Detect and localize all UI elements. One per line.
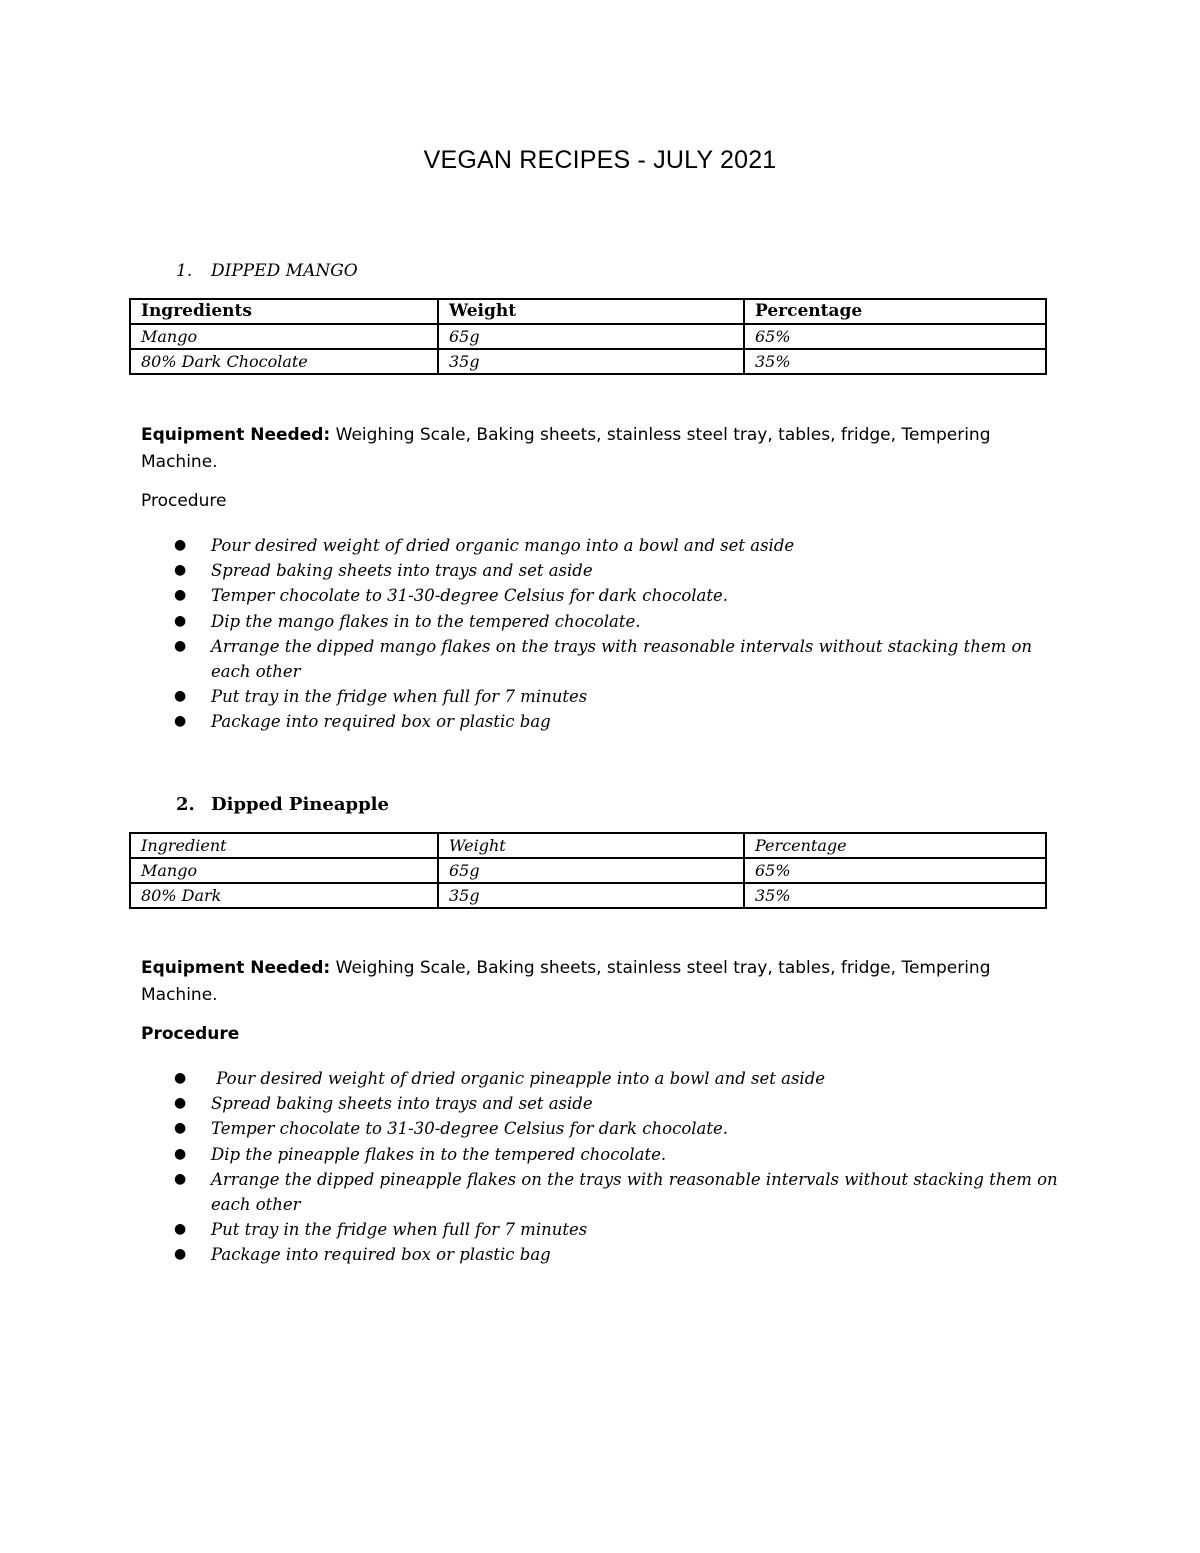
equipment-text: Weighing Scale, Baking sheets, stainless steel tray, tables, fridge, Tempering Machine. bbox=[141, 425, 991, 472]
list-item bbox=[171, 1217, 1061, 1242]
step-text: Arrange the dipped mango flakes on the trays with reasonable intervals without stacking them on each other bbox=[211, 636, 1033, 682]
recipe-heading-2 bbox=[176, 794, 389, 815]
procedure-label-1: Procedure bbox=[141, 491, 227, 511]
recipe-name: Dipped Pineapple bbox=[211, 794, 389, 815]
step-text: Spread baking sheets into trays and set aside bbox=[211, 561, 593, 581]
table-cell: Mango bbox=[130, 858, 438, 883]
bullet-icon: ● bbox=[174, 688, 187, 705]
equipment-label: Equipment Needed: bbox=[141, 425, 331, 445]
bullet-icon: ● bbox=[174, 587, 187, 604]
table-cell: 35g bbox=[438, 883, 744, 908]
bullet-icon: ● bbox=[174, 1221, 187, 1238]
table-cell: 35g bbox=[438, 349, 744, 374]
list-item bbox=[171, 684, 1061, 709]
list-item bbox=[171, 1066, 1061, 1091]
table-header-cell: Ingredients bbox=[130, 299, 438, 324]
table-row bbox=[130, 883, 1046, 908]
table-cell: 35% bbox=[744, 883, 1046, 908]
step-text: Arrange the dipped pineapple flakes on the trays with reasonable intervals without stacking them on each other bbox=[211, 1169, 1058, 1215]
table-cell: Mango bbox=[130, 324, 438, 349]
bullet-icon: ● bbox=[174, 612, 187, 629]
bullet-icon: ● bbox=[174, 713, 187, 730]
table-header-row bbox=[130, 299, 1046, 324]
step-text: Dip the mango flakes in to the tempered chocolate. bbox=[211, 611, 641, 631]
table-header-cell: Weight bbox=[438, 833, 744, 858]
bullet-icon: ● bbox=[174, 637, 187, 654]
ingredients-table-1 bbox=[129, 298, 1047, 375]
table-header-cell: Percentage bbox=[744, 833, 1046, 858]
step-text: Put tray in the fridge when full for 7 minutes bbox=[211, 1220, 588, 1240]
bullet-icon: ● bbox=[174, 537, 187, 553]
bullet-icon: ● bbox=[174, 1095, 187, 1112]
list-item bbox=[171, 583, 1061, 608]
recipe-heading-1 bbox=[176, 261, 358, 281]
table-row bbox=[130, 324, 1046, 349]
step-text: Spread baking sheets into trays and set aside bbox=[211, 1094, 593, 1114]
list-item bbox=[171, 1242, 1061, 1267]
table-cell: 65g bbox=[438, 858, 744, 883]
table-cell: 80% Dark Chocolate bbox=[130, 349, 438, 374]
equipment-label: Equipment Needed: bbox=[141, 958, 331, 978]
list-item bbox=[171, 634, 1061, 684]
step-text: Package into required box or plastic bag bbox=[211, 712, 551, 732]
table-cell: 65% bbox=[744, 324, 1046, 349]
table-cell: 65% bbox=[744, 858, 1046, 883]
table-header-row bbox=[130, 833, 1046, 858]
list-item bbox=[171, 558, 1061, 583]
step-text: Dip the pineapple flakes in to the tempered chocolate. bbox=[211, 1144, 667, 1164]
procedure-list-2 bbox=[171, 1066, 1061, 1268]
bullet-icon: ● bbox=[174, 1070, 187, 1086]
procedure-list-1 bbox=[171, 533, 1061, 735]
document-title: VEGAN RECIPES - JULY 2021 bbox=[423, 146, 777, 174]
table-header-cell: Weight bbox=[438, 299, 744, 324]
step-text: Put tray in the fridge when full for 7 minutes bbox=[211, 687, 588, 707]
step-text: Temper chocolate to 31-30-degree Celsius for dark chocolate. bbox=[211, 586, 729, 606]
equipment-paragraph-1 bbox=[141, 422, 1021, 476]
table-row bbox=[130, 349, 1046, 374]
step-text: Temper chocolate to 31-30-degree Celsius for dark chocolate. bbox=[211, 1119, 729, 1139]
list-item bbox=[171, 1091, 1061, 1116]
table-cell: 65g bbox=[438, 324, 744, 349]
step-text: Pour desired weight of dried organic pineapple into a bowl and set aside bbox=[211, 1069, 826, 1088]
equipment-text: Weighing Scale, Baking sheets, stainless steel tray, tables, fridge, Tempering Machine. bbox=[141, 958, 991, 1005]
recipe-number: 1. bbox=[176, 261, 193, 281]
bullet-icon: ● bbox=[174, 562, 187, 579]
procedure-label-2: Procedure bbox=[141, 1024, 240, 1044]
step-text: Package into required box or plastic bag bbox=[211, 1245, 551, 1265]
equipment-paragraph-2 bbox=[141, 955, 1021, 1009]
bullet-icon: ● bbox=[174, 1120, 187, 1137]
list-item bbox=[171, 533, 1061, 558]
list-item bbox=[171, 709, 1061, 734]
bullet-icon: ● bbox=[174, 1170, 187, 1187]
list-item bbox=[171, 1116, 1061, 1141]
list-item bbox=[171, 609, 1061, 634]
list-item bbox=[171, 1167, 1061, 1217]
table-cell: 80% Dark bbox=[130, 883, 438, 908]
table-row bbox=[130, 858, 1046, 883]
recipe-number: 2. bbox=[176, 794, 195, 815]
bullet-icon: ● bbox=[174, 1145, 187, 1162]
table-header-cell: Ingredient bbox=[130, 833, 438, 858]
bullet-icon: ● bbox=[174, 1246, 187, 1263]
table-cell: 35% bbox=[744, 349, 1046, 374]
ingredients-table-2 bbox=[129, 832, 1047, 909]
recipe-name: DIPPED MANGO bbox=[211, 261, 358, 281]
table-header-cell: Percentage bbox=[744, 299, 1046, 324]
list-item bbox=[171, 1142, 1061, 1167]
step-text: Pour desired weight of dried organic mango into a bowl and set aside bbox=[211, 536, 795, 555]
